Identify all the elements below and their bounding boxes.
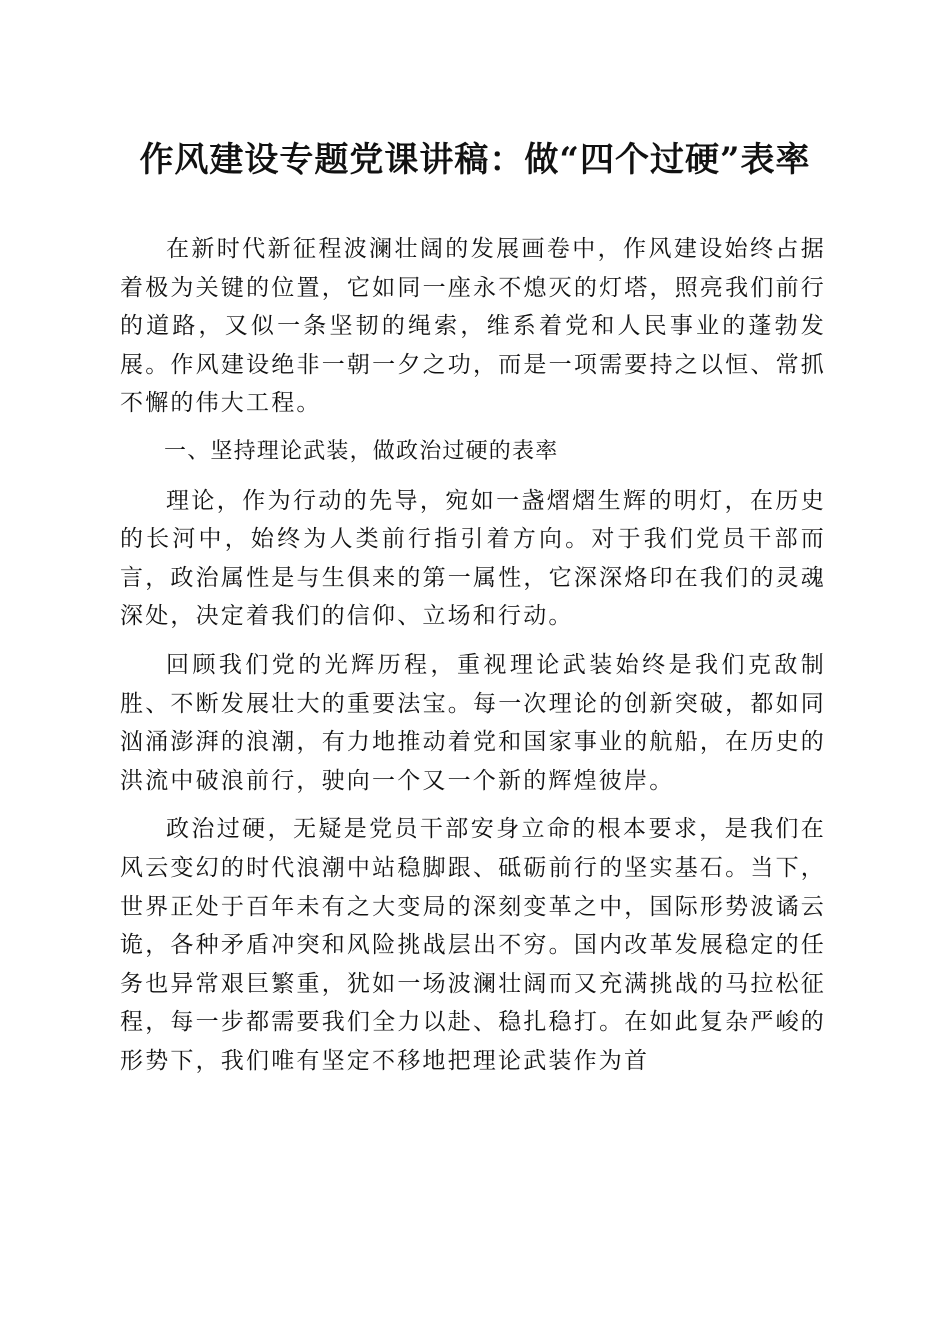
document-body: [120, 230, 826, 1090]
document-title: 作风建设专题党课讲稿：做“四个过硬”表率: [139, 140, 811, 180]
section-heading: 一、坚持理论武装，做政治过硬的表率: [164, 438, 559, 464]
body-paragraph: 理论，作为行动的先导，宛如一盏熠熠生辉的明灯，在历史的长河中，始终为人类前行指引着方向。对于我们党员干部而言，政治属性是与生俱来的第一属性，它深深烙印在我们的灵魂深处，决定着我们的信仰、立场和行动。: [120, 487, 826, 630]
intro-paragraph: 在新时代新征程波澜壮阔的发展画卷中，作风建设始终占据着极为关键的位置，它如同一座永不熄灭的灯塔，照亮我们前行的道路，又似一条坚韧的绳索，维系着党和人民事业的蓬勃发展。作风建设绝非一朝一夕之功，而是一项需要持之以恒、常抓不懈的伟大工程。: [120, 236, 826, 417]
body-paragraph: 回顾我们党的光辉历程，重视理论武装始终是我们克敌制胜、不断发展壮大的重要法宝。每一次理论的创新突破，都如同汹涌澎湃的浪潮，有力地推动着党和国家事业的航船，在历史的洪流中破浪前行，驶向一个又一个新的辉煌彼岸。: [120, 651, 826, 794]
body-paragraph: 政治过硬，无疑是党员干部安身立命的根本要求，是我们在风云变幻的时代浪潮中站稳脚跟、砥砺前行的坚实基石。当下，世界正处于百年未有之大变局的深刻变革之中，国际形势波谲云诡，各种矛盾冲突和风险挑战层出不穷。国内改革发展稳定的任务也异常艰巨繁重，犹如一场波澜壮阔而又充满挑战的马拉松征程，每一步都需要我们全力以赴、稳扎稳打。在如此复杂严峻的形势下，我们唯有坚定不移地把理论武装作为首: [120, 816, 826, 1074]
